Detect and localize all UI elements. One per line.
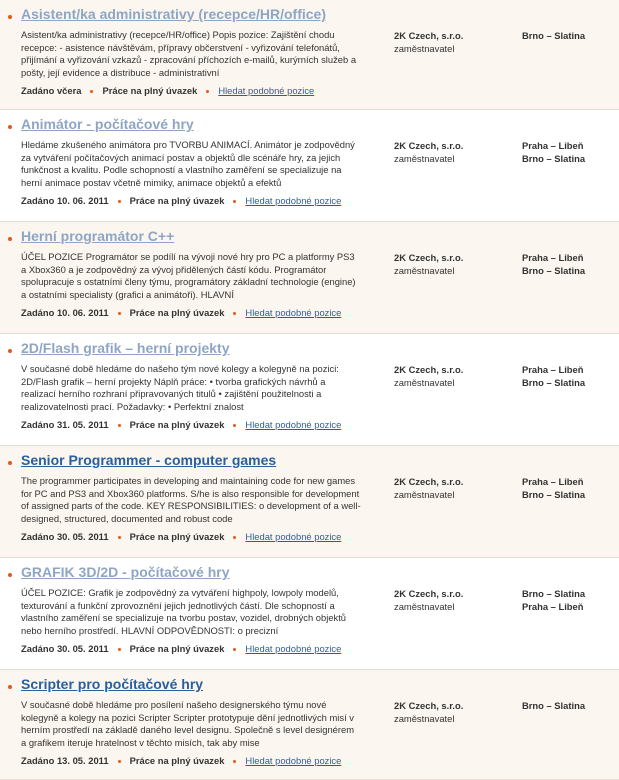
company-type: zaměstnavatel [394,152,455,164]
posted-label: Zadáno [21,195,55,206]
similar-positions-link[interactable]: Hledat podobné pozice [245,195,342,206]
bullet-icon [8,685,12,689]
company-type: zaměstnavatel [394,264,455,276]
location-item: Praha – Libeň [522,600,584,612]
location-item: Praha – Libeň [522,364,584,375]
employment-type: Práce na plný úvazek [129,643,225,654]
location-item: Brno – Slatina [522,152,586,164]
bullet-icon [8,461,12,465]
job-meta [21,195,341,206]
company-name: 2K Czech, s.r.o. [394,476,464,487]
similar-positions-link[interactable]: Hledat podobné pozice [245,531,342,542]
company-name: 2K Czech, s.r.o. [394,700,464,711]
posted-label: Zadáno [21,419,55,430]
job-locations [522,700,585,713]
job-description: Hledáme zkušeného animátora pro TVORBU ANIMACÍ. Animátor je zodpovědný za vytváření počítačových animací postav a objektů dle scénáře hry, za jejich funkčnost a kvalitu. Podle schopností a vlastního zaměření se specializuje na herní animace postav včetně mimiky, animace objektů a efektů [21,139,355,188]
separator-dot-icon [118,760,121,763]
separator-dot-icon [118,648,121,651]
similar-positions-link[interactable]: Hledat podobné pozice [218,85,315,96]
company-info [394,30,463,55]
employment-type: Práce na plný úvazek [129,531,225,542]
location-item: Praha – Libeň [522,252,584,263]
job-listing [0,446,619,558]
posted-label: Zadáno [21,85,55,96]
location-item: Brno – Slatina [522,264,586,276]
job-description: V současné době hledáme pro posílení našeho designerského týmu nové kolegyně a kolegy na pozici Scripter Scripter prototypuje dění jednotlivých misí v herním prostředí na základě daného level designu. Společně s level designérem a grafikem iteruje hratelnost v těchto misích, tak aby mise [21,699,355,748]
employment-type: Práce na plný úvazek [129,419,225,430]
job-description: ÚČEL POZICE: Grafik je zodpovědný za vytváření highpoly, lowpoly modelů, texturování a funkční zprovoznění jejich jednotlivých částí. Dle schopností a vlastního zaměření se specializuje na tvorbu postav, vozidel, drobných objektů nebo herního prostředí. HLAVNÍ ODPOVĚDNOSTI: o precizní [21,587,347,636]
location-item: Praha – Libeň [522,476,584,487]
job-locations [522,476,585,501]
separator-dot-icon [233,760,236,763]
bullet-icon [8,15,12,19]
company-info [394,588,463,613]
posted-label: Zadáno [21,755,55,766]
company-name: 2K Czech, s.r.o. [394,252,464,263]
job-meta [21,307,341,318]
employment-type: Práce na plný úvazek [129,755,225,766]
separator-dot-icon [233,312,236,315]
company-info [394,476,463,501]
location-item: Brno – Slatina [522,30,586,41]
company-name: 2K Czech, s.r.o. [394,364,464,375]
job-description: The programmer participates in developing and maintaining code for new games for PC and PS3 and Xbox360 platforms. S/he is also responsible for development of assigned parts of the code. KEY RESPONSIBILITIES: o development of a well-designed, structured, documented and robust code [21,475,361,524]
company-info [394,364,463,389]
bullet-icon [8,349,12,353]
company-name: 2K Czech, s.r.o. [394,588,464,599]
job-meta [21,85,314,96]
job-locations [522,364,585,389]
posted-date: 10. 06. 2011 [56,195,109,206]
company-info [394,700,463,725]
bullet-icon [8,237,12,241]
location-item: Brno – Slatina [522,488,586,500]
job-listing [0,670,619,780]
job-description: V současné době hledáme do našeho tým nové kolegy a kolegyně na pozici: 2D/Flash grafik – herní projekty Náplň práce: • tvorba grafických návrhů a realizací herního rozhraní připravovaných titulů • zajištění použitelnosti a realizovatelnosti prací. Požadavky: • Perfektní znalost [21,363,339,412]
separator-dot-icon [118,312,121,315]
bullet-icon [8,125,12,129]
location-item: Brno – Slatina [522,376,586,388]
company-type: zaměstnavatel [394,376,455,388]
job-title-link[interactable]: Animátor - počítačové hry [21,116,194,132]
employment-type: Práce na plný úvazek [129,307,225,318]
company-info [394,252,463,277]
company-name: 2K Czech, s.r.o. [394,140,464,151]
posted-date: 10. 06. 2011 [56,307,109,318]
similar-positions-link[interactable]: Hledat podobné pozice [245,755,342,766]
separator-dot-icon [233,424,236,427]
job-title-link[interactable]: Senior Programmer - computer games [21,452,277,468]
posted-label: Zadáno [21,643,55,654]
job-title-link[interactable]: Asistent/ka administrativy (recepce/HR/office) [21,6,326,22]
posted-date: 31. 05. 2011 [56,419,109,430]
job-listing [0,0,619,110]
job-listing [0,110,619,222]
job-meta [21,531,341,542]
company-type: zaměstnavatel [394,42,455,54]
company-name: 2K Czech, s.r.o. [394,30,464,41]
job-title-link[interactable]: Herní programátor C++ [21,228,175,244]
posted-date: 30. 05. 2011 [56,643,109,654]
separator-dot-icon [118,424,121,427]
separator-dot-icon [233,648,236,651]
job-listing [0,558,619,670]
job-description: ÚČEL POZICE Programátor se podílí na vývoji nové hry pro PC a platformy PS3 a Xbox360 a je zodpovědný za vývoj přidělených částí kódu. Programátor spolupracuje s ostatními členy týmu, programátory základní technologie (engine) a ostatními specialisty (grafici a animátoři). HLAVNÍ [21,251,356,300]
posted-date: včera [56,85,82,96]
company-type: zaměstnavatel [394,488,455,500]
job-listing [0,334,619,446]
bullet-icon [8,573,12,577]
location-item: Brno – Slatina [522,588,586,599]
job-title-link[interactable]: GRAFIK 3D/2D - počítačové hry [21,564,230,580]
separator-dot-icon [118,536,121,539]
posted-label: Zadáno [21,531,55,542]
separator-dot-icon [233,536,236,539]
job-meta [21,419,341,430]
job-title-link[interactable]: 2D/Flash grafik – herní projekty [21,340,230,356]
posted-label: Zadáno [21,307,55,318]
job-locations [522,30,585,43]
separator-dot-icon [206,90,209,93]
posted-date: 13. 05. 2011 [56,755,109,766]
job-locations [522,252,585,277]
job-meta [21,643,341,654]
separator-dot-icon [233,200,236,203]
similar-positions-link[interactable]: Hledat podobné pozice [245,307,342,318]
employment-type: Práce na plný úvazek [129,195,225,206]
similar-positions-link[interactable]: Hledat podobné pozice [245,643,342,654]
job-listing [0,222,619,334]
job-title-link[interactable]: Scripter pro počítačové hry [21,676,204,692]
company-info [394,140,463,165]
similar-positions-link[interactable]: Hledat podobné pozice [245,419,342,430]
location-item: Praha – Libeň [522,140,584,151]
separator-dot-icon [90,90,93,93]
job-locations [522,140,585,165]
job-meta [21,755,341,766]
separator-dot-icon [118,200,121,203]
location-item: Brno – Slatina [522,700,586,711]
employment-type: Práce na plný úvazek [102,85,198,96]
job-description: Asistent/ka administrativy (recepce/HR/office) Popis pozice: Zajištění chodu recepce: - asistence návštěvám, přípravy občerstvení - vyřizování telefonátů, přijímání a vyřizování vzkazů - zpracování příchozích e-mailů, kurýrních služeb a pošty, její evidence a distribuce - administrativní [21,29,357,78]
company-type: zaměstnavatel [394,600,455,612]
company-type: zaměstnavatel [394,712,455,724]
job-locations [522,588,585,613]
posted-date: 30. 05. 2011 [56,531,109,542]
